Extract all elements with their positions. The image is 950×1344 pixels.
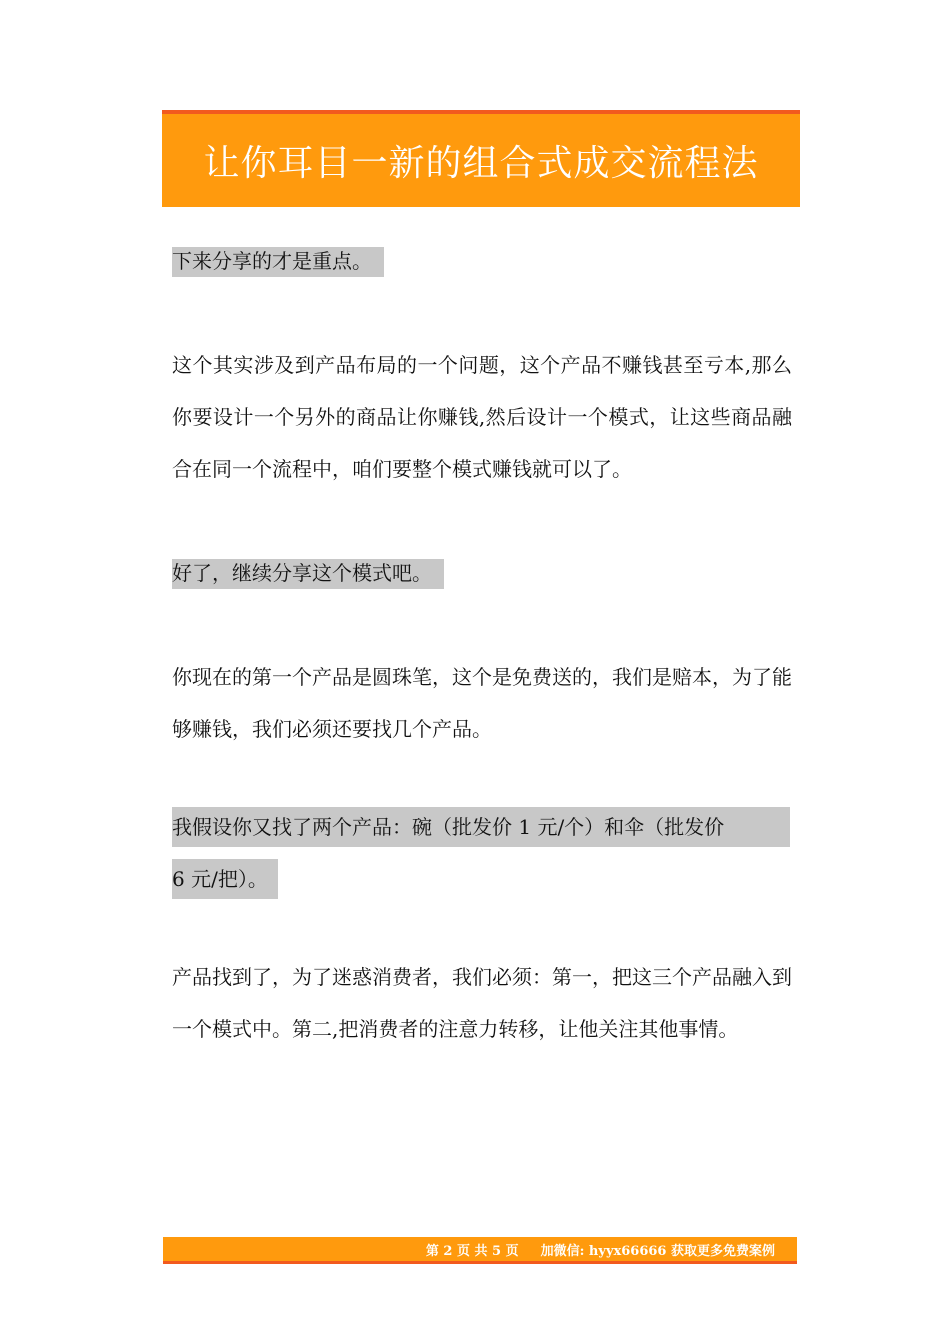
paragraph-6: 产品找到了，为了迷惑消费者，我们必须：第一，把这三个产品融入到一个模式中。第二,把消费者的注意力转移，让他关注其他事情。 <box>172 965 792 1041</box>
paragraph-4: 你现在的第一个产品是圆珠笔，这个是免费送的，我们是赔本，为了能够赚钱，我们必须还要找几个产品。 <box>172 665 792 741</box>
highlighted-text: 好了，继续分享这个模式吧。 <box>172 559 444 589</box>
footer-bar <box>163 1237 797 1264</box>
highlighted-line: 6 元/把）。 <box>172 859 278 899</box>
paragraph-5 <box>172 807 792 899</box>
page-indicator: 第 2 页 共 5 页 <box>425 1243 519 1259</box>
highlighted-text: 下来分享的才是重点。 <box>172 247 384 277</box>
document-body <box>172 235 792 1055</box>
document-title: 让你耳目一新的组合式成交流程法 <box>203 143 759 184</box>
highlighted-line: 我假设你又找了两个产品：碗（批发价 1 元/个）和伞（批发价 <box>172 807 790 847</box>
paragraph-2: 这个其实涉及到产品布局的一个问题，这个产品不赚钱甚至亏本,那么你要设计一个另外的商品让你赚钱,然后设计一个模式，让这些商品融合在同一个流程中，咱们要整个模式赚钱就可以了。 <box>172 353 792 481</box>
promo-text: 加微信: hyyx66666 获取更多免费案例 <box>540 1243 775 1259</box>
paragraph-3 <box>172 547 792 599</box>
footer-text <box>426 1240 775 1259</box>
title-banner <box>162 110 800 207</box>
paragraph-1 <box>172 235 792 287</box>
